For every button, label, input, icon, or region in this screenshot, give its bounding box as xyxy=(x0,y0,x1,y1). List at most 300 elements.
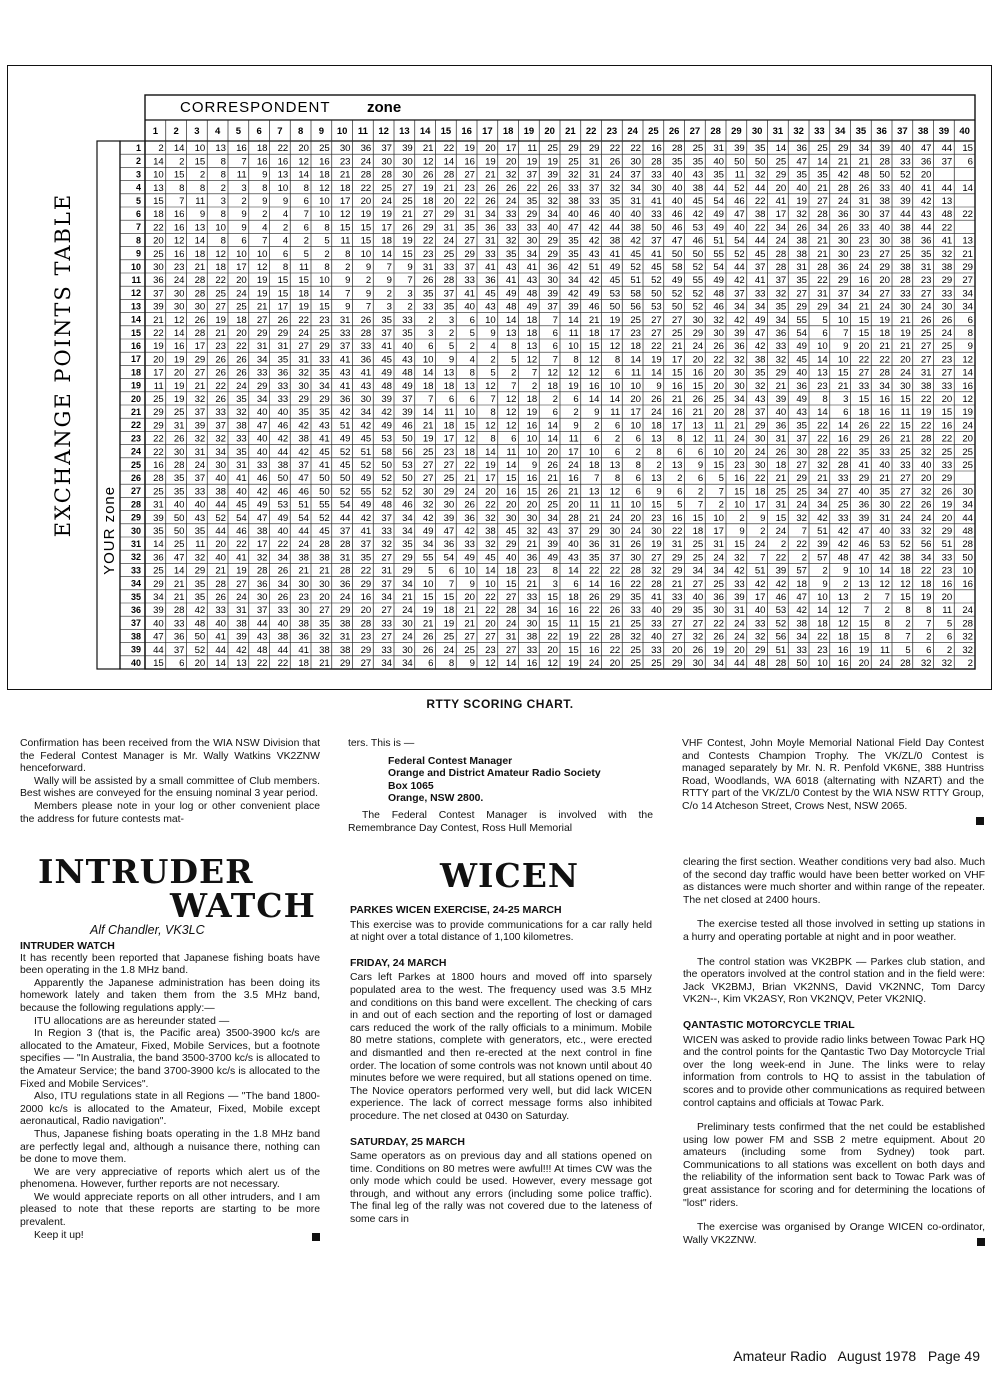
cell-value: 21 xyxy=(817,473,828,485)
cell-value: 37 xyxy=(339,341,351,353)
cell-value: 39 xyxy=(547,539,558,551)
cell-value: 27 xyxy=(651,314,662,326)
cell-value: 34 xyxy=(734,301,745,313)
cell-value: 24 xyxy=(298,539,309,551)
cell-value: 19 xyxy=(173,380,185,392)
cell-value: 35 xyxy=(692,605,704,617)
cell-value: 29 xyxy=(671,552,683,564)
cell-value: 49 xyxy=(796,341,807,353)
cell-value: 49 xyxy=(713,209,724,221)
cell-value: 37 xyxy=(194,473,206,485)
cell-value: 10 xyxy=(319,196,330,207)
para: Confirmation has been received from the WIA NSW Division that the Federal Contest Manager is Mr. Wally Watkins VK2ZNW henceforward. xyxy=(20,738,320,775)
cell-value: 29 xyxy=(962,262,973,273)
cell-value: 27 xyxy=(920,341,932,353)
cell-value: 32 xyxy=(236,407,247,419)
cell-value: 29 xyxy=(443,486,455,498)
cell-value: 50 xyxy=(609,301,621,313)
cell-value: 46 xyxy=(256,473,268,485)
cell-value: 22 xyxy=(713,618,724,630)
cell-value: 32 xyxy=(630,631,641,643)
column-zone-number: 1 xyxy=(152,126,159,137)
cell-value: 8 xyxy=(490,433,496,445)
cell-value: 41 xyxy=(360,367,372,379)
cell-value: 8 xyxy=(303,182,309,194)
cell-value: 29 xyxy=(547,235,558,247)
row-zone-number: 13 xyxy=(130,301,141,312)
cell-value: 11 xyxy=(236,169,247,181)
cell-value: 26 xyxy=(713,631,724,643)
cell-value: 50 xyxy=(734,156,745,168)
cell-value: 33 xyxy=(941,380,953,392)
cell-value: 35 xyxy=(692,156,704,168)
cell-value: 11 xyxy=(153,380,164,392)
cell-value: 11 xyxy=(299,262,309,273)
cell-value: 35 xyxy=(796,169,807,181)
cell-value: 25 xyxy=(630,644,641,656)
cell-value: 15 xyxy=(900,394,911,405)
cell-value: 7 xyxy=(697,499,704,511)
cell-value: 33 xyxy=(630,605,641,617)
row-zone-number: 15 xyxy=(130,327,141,338)
cell-value: 35 xyxy=(796,275,807,287)
cell-value: 26 xyxy=(796,222,807,234)
cell-value: 23 xyxy=(526,565,538,577)
cell-value: 28 xyxy=(568,512,579,524)
cell-value: 34 xyxy=(422,539,434,551)
cell-value: 25 xyxy=(443,631,455,643)
cell-value: 25 xyxy=(692,143,704,155)
cell-value: 36 xyxy=(339,394,351,405)
cell-value: 37 xyxy=(215,420,226,432)
cell-value: 50 xyxy=(962,552,973,564)
cell-value: 33 xyxy=(485,248,496,260)
cell-value: 30 xyxy=(256,592,268,603)
cell-value: 25 xyxy=(796,486,807,498)
cell-value: 40 xyxy=(671,169,683,181)
column-zone-number: 28 xyxy=(710,126,721,137)
cell-value: 10 xyxy=(256,248,268,260)
section-heading: INTRUDER WATCH xyxy=(20,940,115,952)
cell-value: 30 xyxy=(879,235,890,247)
cell-value: 30 xyxy=(422,486,434,498)
cell-value: 28 xyxy=(339,565,351,577)
cell-value: 25 xyxy=(671,328,683,339)
cell-value: 14 xyxy=(215,658,226,669)
cell-value: 49 xyxy=(256,499,268,511)
cell-value: 24 xyxy=(920,512,932,524)
cell-value: 28 xyxy=(962,618,973,630)
cell-value: 28 xyxy=(360,618,372,630)
cell-value: 11 xyxy=(568,618,579,630)
cell-value: 12 xyxy=(547,367,558,379)
cell-value: 21 xyxy=(837,156,849,168)
column-zone-number: 37 xyxy=(897,126,908,137)
cell-value: 34 xyxy=(256,394,268,405)
cell-value: 8 xyxy=(967,328,973,339)
cell-value: 52 xyxy=(381,473,392,485)
cell-value: 21 xyxy=(173,578,185,590)
cell-value: 40 xyxy=(858,486,870,498)
cell-value: 34 xyxy=(754,301,766,313)
cell-value: 38 xyxy=(277,631,289,643)
row-zone-number: 32 xyxy=(130,552,141,563)
cell-value: 18 xyxy=(422,380,434,392)
cell-value: 28 xyxy=(215,578,226,590)
cell-value: 25 xyxy=(215,288,226,300)
cell-value: 29 xyxy=(464,248,475,260)
cell-value: 34 xyxy=(837,301,849,313)
cell-value: 57 xyxy=(817,552,828,564)
cell-value: 17 xyxy=(671,420,683,432)
cell-value: 34 xyxy=(920,552,932,564)
cell-value: 21 xyxy=(319,658,330,669)
cell-value: 19 xyxy=(153,341,164,353)
cell-value: 2 xyxy=(511,367,517,379)
cell-value: 27 xyxy=(298,341,309,353)
cell-value: 40 xyxy=(277,526,289,537)
cell-value: 52 xyxy=(339,446,351,458)
cell-value: 30 xyxy=(173,301,185,313)
cell-value: 53 xyxy=(609,288,621,300)
cell-value: 50 xyxy=(671,248,683,260)
cell-value: 44 xyxy=(734,658,745,669)
cell-value: 17 xyxy=(277,301,289,313)
para: Cars left Parkes at 1800 hours and moved off into sparsely populated area to the west. The frequency used was 3.5 MHz and conditions on this band were excellent. The checking of cars in and out of each section and the reporting of lost or damaged cars reduced the work of the rally officials to a minimum. Mobile 80 metre stations, complete with generators, etc., were erected and dismantled and then re-erected at the next control in fine order. The location of some controls was not known until about 40 minutes before we were required, but all stations opened on time. The Novice operators performed very well, but did lack WICEN experience. The lack of correct message forms also inhibited procedure. The net closed at 0430 on Saturday. xyxy=(350,972,652,1122)
cell-value: 18 xyxy=(692,526,704,537)
cell-value: 39 xyxy=(443,512,455,524)
section-heading: QANTASTIC MOTORCYCLE TRIAL xyxy=(683,1018,855,1031)
cell-value: 19 xyxy=(422,605,434,617)
cell-value: 12 xyxy=(609,486,621,498)
cell-value: 20 xyxy=(692,354,704,366)
cell-value: 25 xyxy=(153,394,164,405)
cell-value: 6 xyxy=(241,235,247,247)
cell-value: 51 xyxy=(360,446,372,458)
cell-value: 46 xyxy=(402,499,413,511)
cell-value: 40 xyxy=(464,301,475,313)
cell-value: 2 xyxy=(635,446,641,458)
row-zone-number: 3 xyxy=(135,169,141,180)
cell-value: 18 xyxy=(319,169,330,181)
cell-value: 20 xyxy=(485,486,496,498)
cell-value: 27 xyxy=(402,182,413,194)
cell-value: 8 xyxy=(324,262,330,273)
cell-value: 50 xyxy=(796,658,807,669)
cell-value: 24 xyxy=(775,526,787,537)
cell-value: 14 xyxy=(609,394,621,405)
cell-value: 20 xyxy=(236,328,247,339)
cell-value: 33 xyxy=(360,341,372,353)
cell-value: 33 xyxy=(277,605,289,617)
para: The Federal Contest Manager is involved with the Remembrance Day Contest, Ross Hull Memorial xyxy=(348,809,653,834)
cell-value: 21 xyxy=(319,565,330,577)
cell-value: 26 xyxy=(651,394,662,405)
cell-value: 51 xyxy=(713,235,724,247)
cell-value: 28 xyxy=(900,658,911,669)
cell-value: 38 xyxy=(485,526,496,537)
row-zone-number: 4 xyxy=(135,182,141,193)
cell-value: 21 xyxy=(671,394,683,405)
cell-value: 16 xyxy=(588,380,600,392)
cell-value: 23 xyxy=(817,380,828,392)
cell-value: 9 xyxy=(656,380,662,392)
row-zone-number: 24 xyxy=(130,446,141,457)
cell-value: 54 xyxy=(298,512,309,524)
cell-value: 21 xyxy=(817,235,828,247)
cell-value: 45 xyxy=(236,499,247,511)
cell-value: 48 xyxy=(754,658,766,669)
cell-value: 31 xyxy=(236,605,247,617)
cell-value: 41 xyxy=(651,592,662,603)
cell-value: 36 xyxy=(485,222,496,234)
cell-value: 44 xyxy=(713,182,724,194)
cell-value: 7 xyxy=(594,473,600,485)
cell-value: 28 xyxy=(879,156,890,168)
cell-value: 47 xyxy=(858,552,870,564)
cell-value: 38 xyxy=(796,248,807,260)
cell-value: 51 xyxy=(588,262,600,273)
cell-value: 35 xyxy=(298,407,309,419)
cell-value: 42 xyxy=(568,262,579,273)
cell-value: 10 xyxy=(630,420,641,432)
cell-value: 16 xyxy=(671,512,683,524)
cell-value: 30 xyxy=(402,618,413,630)
cell-value: 26 xyxy=(360,314,372,326)
cell-value: 31 xyxy=(485,235,496,247)
cell-value: 20 xyxy=(713,380,724,392)
cell-value: 32 xyxy=(256,552,268,564)
cell-value: 21 xyxy=(422,420,434,432)
cell-value: 9 xyxy=(531,460,538,471)
cell-value: 25 xyxy=(837,499,849,511)
cell-value: 29 xyxy=(547,248,558,260)
cell-value: 49 xyxy=(422,526,434,537)
cell-value: 2 xyxy=(386,288,392,300)
cell-value: 50 xyxy=(173,512,185,524)
cell-value: 47 xyxy=(443,526,455,537)
cell-value: 16 xyxy=(173,341,185,353)
cell-value: 19 xyxy=(422,433,434,445)
cell-value: 19 xyxy=(568,380,579,392)
cell-value: 10 xyxy=(526,433,538,445)
cell-value: 7 xyxy=(448,578,455,590)
row-zone-number: 12 xyxy=(130,288,141,299)
cell-value: 30 xyxy=(734,367,745,379)
cell-value: 11 xyxy=(444,407,455,419)
cell-value: 22 xyxy=(485,592,496,603)
cell-value: 30 xyxy=(900,380,911,392)
cell-value: 49 xyxy=(402,380,413,392)
cell-value: 48 xyxy=(402,367,413,379)
cell-value: 27 xyxy=(900,473,911,485)
cell-value: 17 xyxy=(381,222,392,234)
cell-value: 53 xyxy=(692,222,704,234)
cell-value: 50 xyxy=(173,526,185,537)
cell-value: 29 xyxy=(360,644,372,656)
cell-value: 21 xyxy=(443,182,455,194)
cell-value: 26 xyxy=(920,499,932,511)
cell-value: 27 xyxy=(879,248,890,260)
cell-value: 28 xyxy=(173,605,185,617)
cell-value: 6 xyxy=(614,367,621,379)
cell-value: 8 xyxy=(573,354,579,366)
cell-value: 42 xyxy=(298,446,309,458)
cell-value: 43 xyxy=(360,380,372,392)
cell-value: 21 xyxy=(671,341,683,353)
cell-value: 25 xyxy=(941,446,953,458)
cell-value: 4 xyxy=(282,235,289,247)
cell-value: 22 xyxy=(609,644,621,656)
cell-value: 21 xyxy=(817,182,828,194)
cell-value: 38 xyxy=(900,222,911,234)
cell-value: 29 xyxy=(277,328,289,339)
cell-value: 28 xyxy=(256,565,268,577)
cell-value: 28 xyxy=(360,328,372,339)
cell-value: 30 xyxy=(526,618,538,630)
cell-value: 28 xyxy=(775,248,787,260)
cell-value: 45 xyxy=(651,262,662,273)
cell-value: 45 xyxy=(485,552,496,564)
cell-value: 25 xyxy=(775,156,787,168)
cell-value: 9 xyxy=(407,262,413,273)
cell-value: 16 xyxy=(277,156,289,168)
cell-value: 54 xyxy=(734,235,745,247)
cell-value: 5 xyxy=(677,499,683,511)
cell-value: 50 xyxy=(381,460,392,471)
cell-value: 24 xyxy=(920,301,932,313)
cell-value: 25 xyxy=(236,301,247,313)
cell-value: 20 xyxy=(713,367,724,379)
cell-value: 46 xyxy=(692,235,704,247)
cell-value: 11 xyxy=(568,328,579,339)
cell-value: 52 xyxy=(734,248,745,260)
cell-value: 7 xyxy=(241,156,247,168)
cell-value: 50 xyxy=(879,169,890,181)
cell-value: 20 xyxy=(505,499,517,511)
cell-value: 23 xyxy=(858,248,870,260)
cell-value: 30 xyxy=(900,301,911,313)
cell-value: 35 xyxy=(422,288,434,300)
section-heading: SATURDAY, 25 MARCH xyxy=(350,1135,465,1148)
cell-value: 25 xyxy=(920,328,932,339)
cell-value: 28 xyxy=(443,169,455,181)
cell-value: 31 xyxy=(277,341,289,353)
cell-value: 2 xyxy=(469,341,475,353)
cell-value: 33 xyxy=(381,526,392,537)
cell-value: 9 xyxy=(760,512,766,524)
cell-value: 10 xyxy=(485,578,496,590)
cell-value: 20 xyxy=(443,196,455,207)
cell-value: 16 xyxy=(568,605,579,617)
cell-value: 33 xyxy=(879,182,890,194)
cell-value: 37 xyxy=(153,288,164,300)
cell-value: 49 xyxy=(754,314,766,326)
cell-value: 40 xyxy=(900,182,911,194)
cell-value: 10 xyxy=(360,248,372,260)
cell-value: 35 xyxy=(277,354,289,366)
cell-value: 2 xyxy=(926,631,932,643)
cell-value: 43 xyxy=(319,420,330,432)
cell-value: 2 xyxy=(490,354,496,366)
cell-value: 31 xyxy=(381,565,392,577)
cell-value: 14 xyxy=(547,420,558,432)
cell-value: 18 xyxy=(775,460,787,471)
cell-value: 29 xyxy=(837,143,849,155)
cell-value: 52 xyxy=(194,644,206,656)
cell-value: 36 xyxy=(153,552,164,564)
cell-value: 24 xyxy=(173,275,185,287)
cell-value: 37 xyxy=(360,539,372,551)
cell-value: 55 xyxy=(692,275,704,287)
cell-value: 8 xyxy=(511,341,517,353)
cell-value: 35 xyxy=(319,367,330,379)
cell-value: 26 xyxy=(173,433,185,445)
cell-value: 22 xyxy=(609,143,621,155)
cell-value: 46 xyxy=(734,196,745,207)
cell-value: 18 xyxy=(194,248,206,260)
cell-value: 35 xyxy=(194,578,206,590)
cell-value: 7 xyxy=(386,262,392,273)
cell-value: 46 xyxy=(713,301,724,313)
column-zone-number: 33 xyxy=(814,126,825,137)
cell-value: 27 xyxy=(381,552,392,564)
cell-value: 24 xyxy=(900,512,911,524)
cell-value: 46 xyxy=(775,592,787,603)
cell-value: 15 xyxy=(941,407,953,419)
column-zone-number: 18 xyxy=(502,126,514,137)
cell-value: 4 xyxy=(469,354,475,366)
cell-value: 32 xyxy=(920,486,932,498)
cell-value: 22 xyxy=(837,446,849,458)
cell-value: 34 xyxy=(402,512,413,524)
cell-value: 36 xyxy=(713,592,724,603)
cell-value: 21 xyxy=(256,301,268,313)
cell-value: 20 xyxy=(734,644,745,656)
cell-value: 43 xyxy=(402,354,413,366)
cell-value: 40 xyxy=(256,407,268,419)
cell-value: 42 xyxy=(734,314,745,326)
contest-article-col3 xyxy=(682,738,984,825)
cell-value: 2 xyxy=(843,578,849,590)
para: This exercise was to provide communications for a car rally held at night over a total distance of 1,100 kilometres. xyxy=(350,919,652,944)
cell-value: 27 xyxy=(651,552,662,564)
cell-value: 12 xyxy=(962,394,973,405)
cell-value: 8 xyxy=(656,446,662,458)
cell-value: 22 xyxy=(215,380,226,392)
cell-value: 39 xyxy=(153,605,164,617)
cell-value: 32 xyxy=(505,169,517,181)
cell-value: 50 xyxy=(319,473,330,485)
cell-value: 35 xyxy=(775,301,787,313)
cell-value: 39 xyxy=(879,143,890,155)
cell-value: 29 xyxy=(360,578,372,590)
row-zone-number: 39 xyxy=(130,644,141,655)
para: In Region 3 (that is, the Pacific area) 3500-3900 kc/s are allocated to the Amateur, Fixed, Mobile Services, but a footnote specifies — "In Australia, the band 3500-3700 kc/s is allocated to the Amateur Service; the band 3700-3900 kc/s is allocated to the Fixed and Mobile Services". xyxy=(20,1028,320,1090)
row-zone-number: 16 xyxy=(130,341,141,351)
cell-value: 14 xyxy=(817,354,828,366)
column-zone-number: 21 xyxy=(565,126,576,137)
cell-value: 49 xyxy=(796,394,807,405)
cell-value: 22 xyxy=(900,499,911,511)
cell-value: 34 xyxy=(256,354,268,366)
cell-value: 16 xyxy=(837,433,849,445)
cell-value: 16 xyxy=(651,143,662,155)
cell-value: 45 xyxy=(609,275,621,287)
cell-value: 9 xyxy=(697,460,704,471)
cell-value: 22 xyxy=(464,196,475,207)
cell-value: 22 xyxy=(422,235,434,247)
